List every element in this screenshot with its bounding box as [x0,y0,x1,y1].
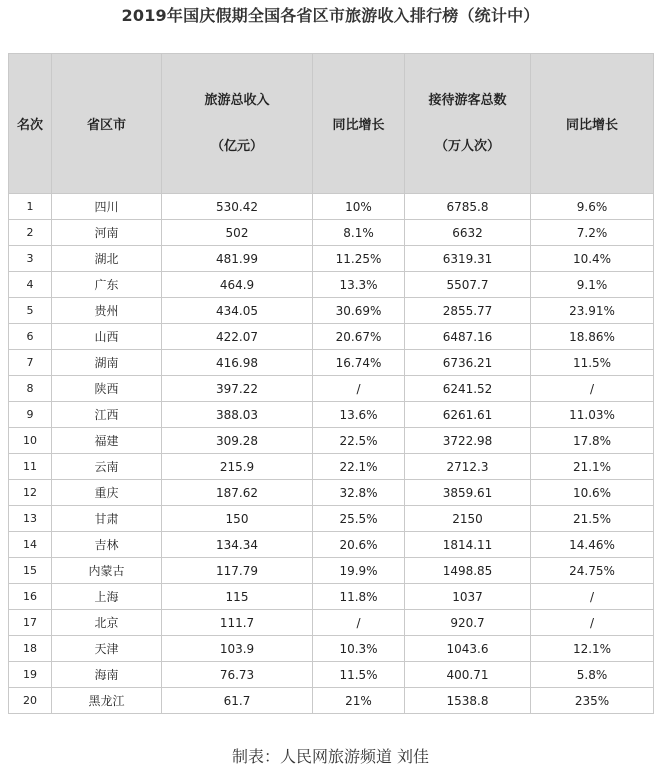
table-row [9,506,654,532]
cell-province: 吉林 [52,532,162,558]
cell-visitors: 6319.31 [405,246,531,272]
cell-province: 上海 [52,584,162,610]
cell-province: 湖南 [52,350,162,376]
cell-income: 117.79 [162,558,313,584]
table-row [9,402,654,428]
cell-income-growth: 11.5% [313,662,405,688]
cell-income-growth: 10.3% [313,636,405,662]
cell-income-growth: 32.8% [313,480,405,506]
table-row [9,480,654,506]
cell-visitors-growth: 12.1% [531,636,654,662]
cell-province: 甘肃 [52,506,162,532]
cell-income-growth: 30.69% [313,298,405,324]
table-row [9,220,654,246]
table-row [9,610,654,636]
cell-income-growth: 16.74% [313,350,405,376]
header-visitors [405,54,531,194]
cell-rank: 14 [9,532,52,558]
cell-visitors-growth: 23.91% [531,298,654,324]
table-row [9,376,654,402]
cell-income-growth: 22.5% [313,428,405,454]
cell-rank: 9 [9,402,52,428]
cell-province: 广东 [52,272,162,298]
table-row [9,298,654,324]
cell-province: 四川 [52,194,162,220]
cell-province: 天津 [52,636,162,662]
cell-income: 434.05 [162,298,313,324]
cell-rank: 5 [9,298,52,324]
cell-visitors-growth: 17.8% [531,428,654,454]
cell-rank: 16 [9,584,52,610]
cell-income: 464.9 [162,272,313,298]
cell-visitors: 1538.8 [405,688,531,714]
cell-rank: 17 [9,610,52,636]
cell-income: 215.9 [162,454,313,480]
cell-province: 陕西 [52,376,162,402]
cell-visitors: 1037 [405,584,531,610]
header-income-unit: （亿元） [210,138,263,154]
cell-income: 187.62 [162,480,313,506]
cell-visitors-growth: 235% [531,688,654,714]
cell-rank: 15 [9,558,52,584]
header-income-growth: 同比增长 [313,54,405,194]
cell-visitors-growth: 21.1% [531,454,654,480]
cell-rank: 8 [9,376,52,402]
cell-income: 61.7 [162,688,313,714]
cell-visitors-growth: 21.5% [531,506,654,532]
cell-visitors: 6261.61 [405,402,531,428]
cell-rank: 7 [9,350,52,376]
cell-visitors: 6736.21 [405,350,531,376]
cell-rank: 12 [9,480,52,506]
cell-rank: 3 [9,246,52,272]
cell-visitors: 6487.16 [405,324,531,350]
cell-province: 北京 [52,610,162,636]
cell-income-growth: 20.67% [313,324,405,350]
cell-visitors: 2150 [405,506,531,532]
header-income-label: 旅游总收入 [204,92,270,108]
cell-visitors-growth: / [531,376,654,402]
header-visitors-unit: （万人次） [434,138,500,154]
table-row [9,454,654,480]
cell-visitors: 6632 [405,220,531,246]
cell-income: 309.28 [162,428,313,454]
header-province: 省区市 [52,54,162,194]
ranking-table [8,53,654,714]
cell-rank: 1 [9,194,52,220]
header-visitors-label: 接待游客总数 [428,92,507,108]
cell-province: 湖北 [52,246,162,272]
cell-income: 416.98 [162,350,313,376]
table-row [9,194,654,220]
cell-rank: 2 [9,220,52,246]
cell-rank: 18 [9,636,52,662]
cell-visitors-growth: 9.1% [531,272,654,298]
cell-visitors: 1498.85 [405,558,531,584]
cell-income-growth: 13.3% [313,272,405,298]
cell-visitors: 5507.7 [405,272,531,298]
cell-province: 河南 [52,220,162,246]
cell-visitors-growth: 24.75% [531,558,654,584]
cell-visitors-growth: 11.03% [531,402,654,428]
cell-visitors: 3722.98 [405,428,531,454]
cell-income: 134.34 [162,532,313,558]
cell-visitors: 1814.11 [405,532,531,558]
cell-income-growth: 11.25% [313,246,405,272]
cell-province: 内蒙古 [52,558,162,584]
cell-province: 贵州 [52,298,162,324]
cell-visitors-growth: 14.46% [531,532,654,558]
table-row [9,662,654,688]
cell-income-growth: 19.9% [313,558,405,584]
cell-visitors-growth: / [531,610,654,636]
page-title: 2019年国庆假期全国各省区市旅游收入排行榜（统计中） [121,6,540,25]
cell-income-growth: 8.1% [313,220,405,246]
cell-visitors-growth: 7.2% [531,220,654,246]
cell-income: 115 [162,584,313,610]
cell-income: 103.9 [162,636,313,662]
table-row [9,350,654,376]
cell-visitors: 3859.61 [405,480,531,506]
cell-rank: 13 [9,506,52,532]
table-row [9,558,654,584]
cell-province: 江西 [52,402,162,428]
table-row [9,636,654,662]
table-row [9,532,654,558]
cell-income-growth: / [313,610,405,636]
table-row [9,688,654,714]
cell-income-growth: / [313,376,405,402]
cell-rank: 19 [9,662,52,688]
cell-visitors-growth: / [531,584,654,610]
cell-visitors-growth: 9.6% [531,194,654,220]
table-header-row [9,54,654,194]
cell-province: 山西 [52,324,162,350]
table-row [9,246,654,272]
cell-visitors: 1043.6 [405,636,531,662]
cell-visitors: 2712.3 [405,454,531,480]
cell-province: 黑龙江 [52,688,162,714]
cell-visitors-growth: 10.4% [531,246,654,272]
cell-visitors: 400.71 [405,662,531,688]
cell-income: 397.22 [162,376,313,402]
cell-rank: 10 [9,428,52,454]
header-income [162,54,313,194]
cell-province: 云南 [52,454,162,480]
cell-income: 150 [162,506,313,532]
cell-visitors-growth: 10.6% [531,480,654,506]
cell-visitors: 2855.77 [405,298,531,324]
cell-income: 422.07 [162,324,313,350]
cell-income-growth: 20.6% [313,532,405,558]
cell-province: 福建 [52,428,162,454]
cell-income: 481.99 [162,246,313,272]
cell-income: 388.03 [162,402,313,428]
cell-visitors: 6785.8 [405,194,531,220]
cell-income-growth: 13.6% [313,402,405,428]
table-row [9,324,654,350]
cell-visitors: 920.7 [405,610,531,636]
cell-visitors-growth: 5.8% [531,662,654,688]
table-row [9,584,654,610]
cell-income-growth: 22.1% [313,454,405,480]
cell-income: 530.42 [162,194,313,220]
cell-rank: 6 [9,324,52,350]
cell-income: 111.7 [162,610,313,636]
cell-income-growth: 10% [313,194,405,220]
table-row [9,272,654,298]
cell-rank: 4 [9,272,52,298]
cell-income-growth: 11.8% [313,584,405,610]
cell-visitors: 6241.52 [405,376,531,402]
cell-rank: 20 [9,688,52,714]
cell-visitors-growth: 11.5% [531,350,654,376]
cell-income: 76.73 [162,662,313,688]
cell-visitors-growth: 18.86% [531,324,654,350]
cell-income: 502 [162,220,313,246]
cell-province: 重庆 [52,480,162,506]
cell-income-growth: 25.5% [313,506,405,532]
cell-province: 海南 [52,662,162,688]
header-visitors-growth: 同比增长 [531,54,654,194]
header-rank: 名次 [9,54,52,194]
cell-rank: 11 [9,454,52,480]
table-row [9,428,654,454]
table-credit: 制表：人民网旅游频道 刘佳 [231,747,430,766]
cell-income-growth: 21% [313,688,405,714]
table-body [9,194,654,714]
